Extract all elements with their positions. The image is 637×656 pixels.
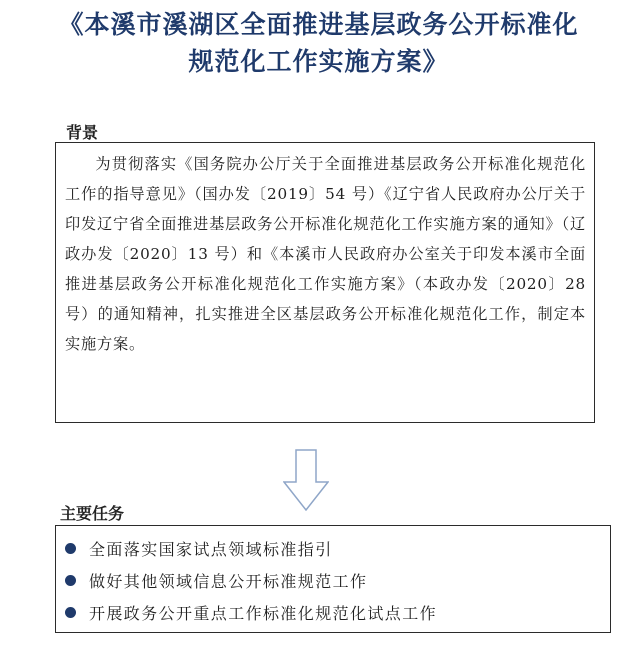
down-arrow-icon bbox=[283, 449, 329, 511]
tasks-box bbox=[55, 525, 611, 633]
task-text: 做好其他领域信息公开标准规范工作 bbox=[89, 571, 368, 591]
background-heading: 背景 bbox=[66, 123, 99, 142]
bullet-icon bbox=[65, 607, 76, 618]
background-text: 为贯彻落实《国务院办公厅关于全面推进基层政务公开标准化规范化工作的指导意见》（国办发〔2019〕54 号）《辽宁省人民政府办公厅关于印发辽宁省全面推进基层政务公开标准化规范化工作实施方案的通知》（辽政办发〔2020〕13 号）和《本溪市人民政府办公室关于印发本溪市全面推进基层政务公开标准化规范化工作实施方案》（本政办发〔2020〕28 号）的通知精神，扎实推进全区基层政务公开标准化规范化工作，制定本实施方案。 bbox=[65, 155, 586, 353]
title-line-2: 规范化工作实施方案》 bbox=[188, 47, 449, 76]
bullet-icon bbox=[65, 575, 76, 586]
task-text: 开展政务公开重点工作标准化规范化试点工作 bbox=[89, 603, 438, 623]
list-item bbox=[65, 532, 610, 564]
background-box bbox=[55, 142, 595, 423]
tasks-heading: 主要任务 bbox=[60, 504, 125, 523]
list-item bbox=[65, 596, 610, 628]
document-title bbox=[0, 6, 637, 80]
task-text: 全面落实国家试点领域标准指引 bbox=[89, 539, 333, 559]
bullet-icon bbox=[65, 543, 76, 554]
title-line-1: 《本溪市溪湖区全面推进基层政务公开标准化 bbox=[58, 10, 579, 39]
list-item bbox=[65, 564, 610, 596]
